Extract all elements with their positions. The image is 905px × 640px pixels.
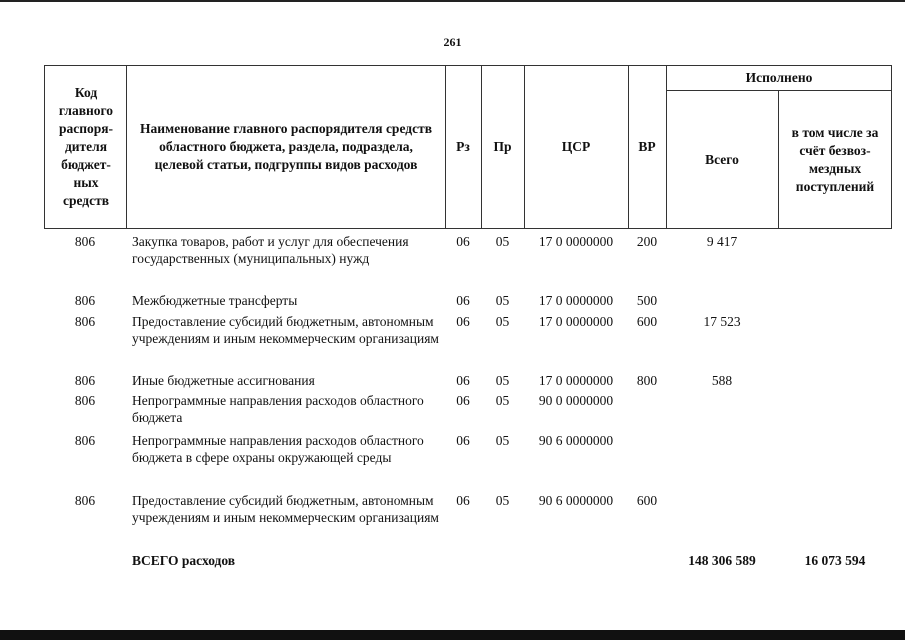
row-csr: 17 0 0000000 [538,314,614,329]
row-vr: 600 [636,314,658,329]
header-incl: в том числе за счёт безвоз-мездных поступлений [791,124,879,194]
row-rz: 06 [456,393,470,408]
row-rz: 06 [456,373,470,388]
row-pr: 05 [495,373,510,388]
row-rz: 06 [456,293,470,308]
totals-total: 148 306 589 [688,553,756,568]
row-code: 806 [74,433,96,448]
row-vr: 800 [636,373,658,388]
header-name: Наименование главного распорядителя средств областного бюджета, раздела, подраздела, целевой статьи, подгруппы видов расходов [139,121,432,172]
row-total: 17 523 [703,314,741,329]
row-csr: 90 6 0000000 [538,493,614,508]
row-code: 806 [74,314,96,329]
table-header [44,65,892,229]
row-total: 588 [711,373,733,388]
header-csr: ЦСР [561,139,591,154]
row-rz: 06 [456,493,470,508]
row-pr: 05 [495,433,510,448]
header-executed: Исполнено [745,69,813,85]
header-code: Код главного распоря-дителя бюджет-ных средств [58,85,114,208]
row-pr: 05 [495,393,510,408]
bottom-border [0,630,905,640]
row-name: Предоставление субсидий бюджетным, автономным учреждениям и иным некоммерческим организациям [132,314,439,346]
row-csr: 17 0 0000000 [538,234,614,249]
row-rz: 06 [456,433,470,448]
row-vr: 200 [636,234,658,249]
page-number: 261 [443,35,462,49]
row-name: Непрограммные направления расходов областного бюджета в сфере охраны окружающей среды [132,433,424,465]
totals-incl: 16 073 594 [804,553,866,568]
row-code: 806 [74,293,96,308]
row-pr: 05 [495,234,510,249]
row-csr: 90 6 0000000 [538,433,614,448]
header-rule-v7 [778,90,779,229]
row-code: 806 [74,493,96,508]
totals-label: ВСЕГО расходов [132,553,236,568]
row-csr: 17 0 0000000 [538,373,614,388]
header-rz: Рз [456,139,470,154]
row-code: 806 [74,393,96,408]
row-name: Предоставление субсидий бюджетным, автономным учреждениям и иным некоммерческим организациям [132,493,439,525]
row-csr: 90 0 0000000 [538,393,614,408]
row-csr: 17 0 0000000 [538,293,614,308]
header-vr: ВР [638,139,656,154]
header-rule-v0 [44,65,45,229]
row-name: Межбюджетные трансферты [132,293,298,308]
header-rule-v1 [126,65,127,229]
row-code: 806 [74,373,96,388]
row-rz: 06 [456,234,470,249]
header-total: Всего [705,151,739,167]
row-pr: 05 [495,293,510,308]
row-name: Закупка товаров, работ и услуг для обеспечения государственных (муниципальных) нужд [132,234,409,266]
row-code: 806 [74,234,96,249]
row-total: 9 417 [706,234,738,249]
row-pr: 05 [495,493,510,508]
row-rz: 06 [456,314,470,329]
row-name: Иные бюджетные ассигнования [132,373,315,388]
row-vr: 500 [636,293,658,308]
row-name: Непрограммные направления расходов областного бюджета [132,393,424,425]
row-pr: 05 [495,314,510,329]
header-pr: Пр [493,139,512,154]
row-vr: 600 [636,493,658,508]
top-border [0,0,905,2]
